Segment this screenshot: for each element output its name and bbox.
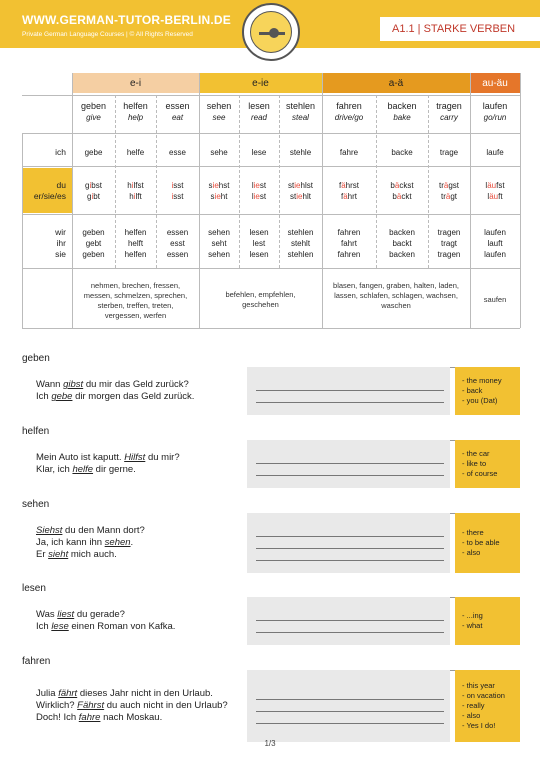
sie-form: sehen [208, 250, 230, 259]
stem-part: gt [450, 192, 457, 201]
er-form [470, 191, 520, 202]
table-divider [322, 73, 323, 328]
sentence-text: Wann [36, 379, 64, 390]
table-rule [22, 166, 520, 167]
column-divider [376, 95, 377, 268]
verb-header [239, 101, 279, 123]
sentence-text: Wirklich? [36, 700, 78, 711]
answer-line[interactable] [256, 723, 444, 724]
exercise-title: geben [22, 353, 50, 364]
vowel-change: i [133, 192, 136, 201]
er-form [199, 191, 239, 202]
column-divider [428, 95, 429, 268]
similar-verb-line: vergessen, werfen [104, 311, 167, 320]
verb-infinitive: laufen [482, 101, 508, 111]
sentence-text: nach Moskau. [100, 712, 163, 723]
highlighted-verb: Siehst [36, 525, 63, 536]
sentence-text: Was [36, 609, 58, 620]
stem-part: st [290, 192, 297, 201]
similar-verb-line: lassen, schlafen, schlagen, wachsen, [334, 291, 458, 300]
ich-form: laufe [486, 148, 504, 157]
answer-line[interactable] [256, 699, 444, 700]
answer-line[interactable] [256, 620, 444, 621]
sentence-text: Klar, ich [36, 464, 73, 475]
verb-infinitive: essen [165, 101, 190, 111]
verb-translation: carry [440, 113, 458, 122]
stem-part: l [487, 192, 490, 201]
sentence-text: Doch! Ich [36, 712, 79, 723]
ich-form: gebe [84, 148, 103, 157]
exercise-title: fahren [22, 656, 51, 667]
table-rule [22, 328, 520, 329]
er-form [376, 191, 428, 202]
group-header: e-i [72, 73, 199, 93]
table-divider [22, 133, 23, 328]
example-sentence [36, 391, 194, 403]
vocab-item: - the money [462, 376, 502, 385]
sie-form: backen [389, 250, 415, 259]
group-header: a-ä [322, 73, 470, 93]
wir-form: laufen [484, 228, 506, 237]
sie-form: tragen [437, 250, 461, 259]
example-sentence [36, 700, 228, 712]
verb-translation: read [250, 113, 267, 122]
verb-header [376, 101, 428, 123]
verb-translation: see [212, 113, 226, 122]
stem-part: b [392, 192, 397, 201]
stem-part: lfst [133, 181, 144, 190]
example-sentence [36, 621, 175, 633]
du-form [239, 180, 279, 191]
sentence-text: Ich [36, 391, 52, 402]
vocab-item: - you (Dat) [462, 396, 498, 405]
highlighted-verb: sehen [104, 537, 131, 548]
wir-form: backen [389, 228, 415, 237]
vocab-item: - ...ing [462, 611, 483, 620]
vowel-change: i [171, 192, 174, 201]
stem-part: sst [173, 181, 184, 190]
ihr-form: lauft [487, 239, 503, 248]
stem-part: l [251, 192, 254, 201]
vowel-change: ä [394, 181, 400, 190]
ihr-form: tragt [440, 239, 457, 248]
er-form [72, 191, 115, 202]
example-sentence [36, 537, 133, 549]
table-divider [199, 73, 200, 328]
ihr-form: helft [127, 239, 144, 248]
example-sentence [36, 688, 213, 700]
verb-infinitive: tragen [436, 101, 462, 111]
stem-part: st [259, 181, 267, 190]
highlighted-verb: fahre [78, 712, 101, 723]
er-form [239, 191, 279, 202]
vowel-change: ie [253, 192, 260, 201]
answer-line[interactable] [256, 548, 444, 549]
example-sentence [36, 549, 117, 561]
sentence-text: dir gerne. [93, 464, 136, 475]
verb-header [470, 101, 520, 123]
er-form [115, 191, 156, 202]
highlighted-verb: Hilfst [124, 452, 146, 463]
table-divider [470, 73, 471, 328]
ich-form: lese [251, 148, 267, 157]
stem-part: hst [218, 181, 230, 190]
exercise-title: lesen [22, 583, 46, 594]
vocab-item: - really [462, 701, 485, 710]
ihr-form: seht [211, 239, 227, 248]
highlighted-verb: gebe [51, 391, 73, 402]
wir-form: helfen [124, 228, 147, 237]
verb-translation: steal [292, 113, 309, 122]
group-header: e-ie [199, 73, 322, 93]
verb-translation: bake [393, 113, 411, 122]
table-rule [22, 214, 520, 215]
stem-part: g [85, 181, 90, 190]
vocab-item: - this year [462, 681, 495, 690]
sentence-text: mich auch. [68, 549, 117, 560]
verb-infinitive: stehlen [285, 101, 316, 111]
stem-part: lft [135, 192, 142, 201]
sentence-text: dieses Jahr nicht in den Urlaub. [77, 688, 213, 699]
similar-verb-line: blasen, fangen, graben, halten, laden, [333, 281, 459, 290]
example-sentence [36, 712, 162, 724]
du-form [428, 180, 470, 191]
highlighted-verb: Fährst [77, 700, 105, 711]
du-form [279, 180, 322, 191]
verb-translation: help [127, 113, 144, 122]
sie-form: geben [82, 250, 105, 259]
vowel-change: i [131, 181, 134, 190]
verb-header [115, 101, 156, 123]
sentence-text: du gerade? [74, 609, 125, 620]
stem-part: hrt [347, 192, 358, 201]
lesson-title: A1.1 | STARKE VERBEN [392, 23, 516, 35]
sentence-text: Ja, ich kann ihn [36, 537, 105, 548]
ihr-form: fahrt [340, 239, 357, 248]
seal-emblem-icon [269, 28, 279, 38]
verb-translation: go/run [483, 113, 507, 122]
similar-verb-line: saufen [483, 295, 507, 304]
similar-verbs [470, 295, 520, 305]
vowel-change: i [91, 192, 94, 201]
vocab-item: - Yes I do! [462, 721, 496, 730]
similar-verb-line: messen, schmelzen, sprechen, [83, 291, 188, 300]
du-form [156, 180, 199, 191]
ich-form: backe [391, 148, 413, 157]
wir-form: fahren [337, 228, 361, 237]
answer-line[interactable] [256, 475, 444, 476]
ihr-form: backt [392, 239, 412, 248]
site-subtitle: Private German Language Courses | © All Rights Reserved [22, 31, 193, 38]
similar-verbs [322, 281, 470, 311]
stem-part: st [288, 181, 295, 190]
vowel-change: äu [487, 181, 497, 190]
exercise-title: helfen [22, 426, 50, 437]
stem-part: tr [438, 181, 444, 190]
stem-part: s [208, 181, 213, 190]
er-form [279, 191, 322, 202]
page-number: 1/3 [264, 739, 276, 748]
verb-header [428, 101, 470, 123]
column-divider [156, 95, 157, 268]
table-rule [22, 268, 520, 269]
highlighted-verb: liest [57, 609, 75, 620]
stem-part: ckt [401, 192, 412, 201]
ich-form: stehle [289, 148, 312, 157]
wir-form: lesen [249, 228, 269, 237]
verb-translation: eat [171, 113, 184, 122]
sie-form: laufen [484, 250, 506, 259]
answer-line[interactable] [256, 463, 444, 464]
sie-form: essen [166, 250, 189, 259]
vowel-change: ie [294, 181, 301, 190]
sentence-text: Julia [36, 688, 59, 699]
sentence-text: dir morgen das Geld zurück. [72, 391, 195, 402]
vowel-change: ä [396, 192, 402, 201]
sie-form: helfen [124, 250, 147, 259]
stem-part: hlst [300, 181, 313, 190]
sie-form: lesen [249, 250, 269, 259]
example-sentence [36, 525, 145, 537]
similar-verb-line: sterben, treffen, treten, [97, 301, 174, 310]
vocab-item: - back [462, 386, 483, 395]
ich-form: trage [439, 148, 459, 157]
du-form [470, 180, 520, 191]
er-form [322, 191, 376, 202]
verb-infinitive: helfen [123, 101, 148, 111]
verb-infinitive: backen [387, 101, 417, 111]
vocab-item: - what [462, 621, 483, 630]
vowel-change: äu [489, 192, 499, 201]
pronoun-sie: sie [55, 249, 66, 259]
school-seal-logo [242, 3, 300, 61]
answer-line[interactable] [256, 711, 444, 712]
table-divider [72, 73, 73, 328]
stem-part: gst [448, 181, 459, 190]
highlighted-verb: lese [51, 621, 69, 632]
pronoun-ich: ich [55, 147, 66, 157]
vowel-change: ie [212, 181, 219, 190]
example-sentence [36, 452, 180, 464]
stem-part: h [127, 181, 132, 190]
wir-form: geben [82, 228, 105, 237]
group-header: au-äu [470, 73, 520, 93]
vowel-change: ä [343, 192, 348, 201]
stem-part: s [210, 192, 215, 201]
similar-verb-line: geschehen [242, 300, 279, 309]
wir-form: stehlen [287, 228, 314, 237]
sentence-text: . [130, 537, 134, 548]
sentence-text: du den Mann dort? [62, 525, 145, 536]
stem-part: f [340, 192, 344, 201]
vowel-change: ie [296, 192, 303, 201]
vocab-item: - of course [462, 469, 498, 478]
answer-line[interactable] [256, 402, 444, 403]
ihr-form: lest [252, 239, 266, 248]
stem-part: bst [91, 181, 102, 190]
stem-part: ckst [399, 181, 414, 190]
verb-header [156, 101, 199, 123]
verb-translation: give [86, 113, 101, 122]
sentence-text: du auch nicht in den Urlaub? [104, 700, 228, 711]
vocab-item: - like to [462, 459, 487, 468]
ihr-form: stehlt [290, 239, 311, 248]
verb-header [279, 101, 322, 123]
vocab-item: - there [462, 528, 484, 537]
wir-form: tragen [437, 228, 461, 237]
vowel-change: ä [445, 192, 451, 201]
ich-form: sehe [210, 148, 228, 157]
stem-part: l [251, 181, 254, 190]
similar-verbs [72, 281, 199, 321]
sentence-text: du mir? [145, 452, 180, 463]
du-form [115, 180, 156, 191]
vocab-item: - also [462, 548, 481, 557]
pronoun-ihr: ihr [56, 238, 66, 248]
column-divider [239, 95, 240, 268]
similar-verbs [199, 290, 322, 310]
stem-part: tr [440, 192, 446, 201]
pronoun-er: er/sie/es [33, 191, 66, 201]
verb-infinitive: geben [80, 101, 107, 111]
similar-verb-line: waschen [381, 301, 411, 310]
du-form [376, 180, 428, 191]
verb-header [322, 101, 376, 123]
highlighted-verb: gibst [63, 379, 84, 390]
verb-infinitive: lesen [248, 101, 270, 111]
column-divider [279, 95, 280, 268]
table-rule [22, 133, 520, 134]
stem-part: bt [93, 192, 100, 201]
stem-part: ht [220, 192, 228, 201]
wir-form: sehen [208, 228, 230, 237]
ich-form: helfe [126, 148, 145, 157]
verb-infinitive: sehen [206, 101, 232, 111]
sentence-text: du mir das Geld zurück? [83, 379, 189, 390]
highlighted-verb: helfe [72, 464, 94, 475]
vocab-item: - the car [462, 449, 490, 458]
verb-translation: drive/go [334, 113, 364, 122]
column-divider [115, 95, 116, 268]
er-form [156, 191, 199, 202]
wir-form: essen [166, 228, 189, 237]
stem-part: b [390, 181, 395, 190]
ihr-form: gebt [85, 239, 102, 248]
similar-verb-line: nehmen, brechen, fressen, [90, 281, 181, 290]
verb-infinitive: fahren [336, 101, 362, 111]
er-form [428, 191, 470, 202]
stem-part: fst [496, 181, 505, 190]
pronoun-wir: wir [55, 227, 66, 237]
highlighted-verb: sieht [48, 549, 69, 560]
example-sentence [36, 609, 125, 621]
sentence-text: Mein Auto ist kaputt. [36, 452, 125, 463]
example-sentence [36, 379, 189, 391]
stem-part: hrst [345, 181, 360, 190]
stem-part: sst [173, 192, 184, 201]
vowel-change: i [89, 181, 92, 190]
vocab-item: - also [462, 711, 481, 720]
exercise-title: sehen [22, 499, 50, 510]
sentence-text: Ich [36, 621, 52, 632]
sie-form: fahren [337, 250, 361, 259]
sentence-text: einen Roman von Kafka. [68, 621, 176, 632]
vocab-item: - on vacation [462, 691, 505, 700]
stem-part: g [87, 192, 92, 201]
example-sentence [36, 464, 136, 476]
vowel-change: ie [214, 192, 221, 201]
seal-inner-ring [250, 11, 292, 53]
ich-form: fahre [339, 148, 359, 157]
vowel-change: ä [443, 181, 449, 190]
stem-part: f [338, 181, 342, 190]
stem-part: st [259, 192, 267, 201]
sie-form: stehlen [287, 250, 314, 259]
ich-form: esse [169, 148, 186, 157]
stem-part: h [129, 192, 134, 201]
vowel-change: ie [253, 181, 260, 190]
table-rule [22, 95, 520, 96]
answer-line[interactable] [256, 390, 444, 391]
answer-line[interactable] [256, 632, 444, 633]
table-divider [520, 73, 521, 328]
verb-header [199, 101, 239, 123]
du-form [72, 180, 115, 191]
highlighted-verb: fährt [58, 688, 78, 699]
site-url[interactable]: WWW.GERMAN-TUTOR-BERLIN.DE [22, 13, 231, 27]
stem-part: l [485, 181, 488, 190]
sentence-text: Er [36, 549, 49, 560]
ihr-form: esst [170, 239, 185, 248]
vowel-change: ä [341, 181, 346, 190]
stem-part: ft [498, 192, 503, 201]
answer-line[interactable] [256, 560, 444, 561]
du-form [322, 180, 376, 191]
answer-line[interactable] [256, 536, 444, 537]
vocab-item: - to be able [462, 538, 500, 547]
pronoun-du: du [56, 180, 66, 190]
stem-part: hlt [302, 192, 311, 201]
vowel-change: i [171, 181, 174, 190]
du-form [199, 180, 239, 191]
verb-header [72, 101, 115, 123]
similar-verb-line: befehlen, empfehlen, [225, 290, 296, 299]
